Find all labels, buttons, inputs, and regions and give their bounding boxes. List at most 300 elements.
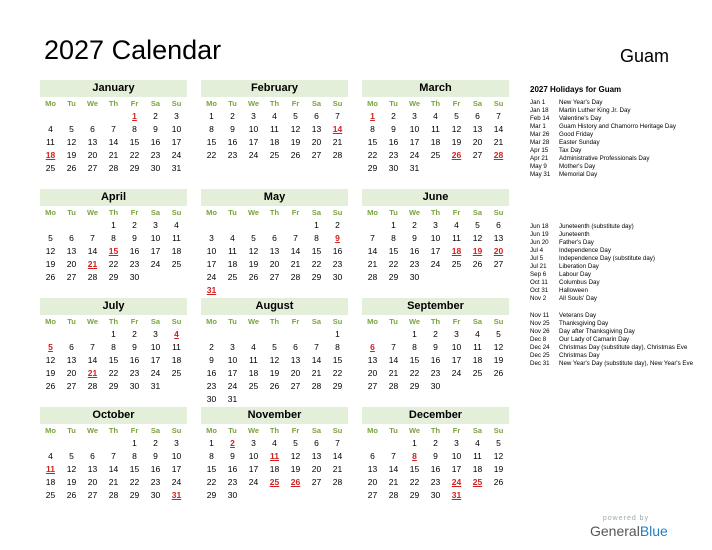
- day-cell: 4: [433, 111, 438, 121]
- day-cell: 3: [454, 329, 459, 339]
- day-cell: 2: [230, 111, 235, 121]
- day-cell: 22: [129, 477, 140, 487]
- weekday-label: Su: [171, 99, 182, 108]
- empty-cell: [40, 328, 61, 341]
- weekday-label: Th: [108, 426, 119, 435]
- holiday-date: Oct 11: [530, 279, 548, 286]
- day-cell: 14: [87, 246, 98, 256]
- day-cell: 31: [150, 381, 161, 391]
- weekday-label: Mo: [45, 426, 56, 435]
- empty-cell: [82, 110, 103, 123]
- holiday-day: 21: [87, 259, 98, 269]
- weekday-label: Fr: [291, 317, 300, 326]
- day-cell: 28: [87, 272, 98, 282]
- day-cell: 14: [87, 355, 98, 365]
- day-cell: 25: [45, 490, 56, 500]
- holiday-day: 11: [46, 464, 55, 474]
- day-cell: 23: [129, 259, 140, 269]
- day-cell: 17: [451, 355, 462, 365]
- day-cell: 17: [248, 137, 259, 147]
- day-cell: 11: [431, 124, 440, 134]
- day-cell: 28: [332, 150, 343, 160]
- weekday-label: We: [86, 99, 99, 108]
- empty-cell: [201, 328, 222, 341]
- day-cell: 7: [335, 438, 340, 448]
- weekday-label: Su: [493, 426, 504, 435]
- day-cell: 4: [475, 329, 480, 339]
- month-name: March: [362, 80, 509, 97]
- weekday-label: Mo: [206, 317, 217, 326]
- day-cell: 11: [270, 124, 279, 134]
- day-cell: 24: [150, 368, 161, 378]
- day-cell: 7: [111, 124, 116, 134]
- holiday-name: Liberation Day: [559, 263, 599, 270]
- day-cell: 6: [90, 451, 95, 461]
- day-cell: 19: [493, 464, 504, 474]
- holiday-item: [530, 255, 706, 263]
- day-cell: 8: [209, 124, 214, 134]
- day-cell: 20: [87, 477, 98, 487]
- day-cell: 4: [48, 124, 53, 134]
- day-cell: 9: [412, 233, 417, 243]
- day-cell: 13: [472, 124, 483, 134]
- holiday-name: Veterans Day: [559, 312, 597, 319]
- holiday-date: Dec 25: [530, 352, 550, 359]
- day-cell: 12: [290, 451, 301, 461]
- day-cell: 12: [493, 342, 504, 352]
- day-cell: 31: [171, 163, 182, 173]
- holiday-item: [530, 155, 706, 163]
- day-cell: 1: [209, 111, 214, 121]
- day-cell: 14: [108, 464, 119, 474]
- weekday-label: Tu: [389, 99, 398, 108]
- day-cell: 8: [412, 342, 417, 352]
- day-cell: 24: [248, 150, 259, 160]
- holiday-day: 31: [206, 285, 217, 295]
- day-cell: 4: [475, 438, 480, 448]
- empty-cell: [61, 328, 82, 341]
- holiday-list-title: 2027 Holidays for Guam: [530, 85, 622, 94]
- day-cell: 10: [409, 124, 420, 134]
- day-cell: 16: [227, 464, 238, 474]
- empty-cell: [306, 328, 327, 341]
- day-cell: 20: [87, 150, 98, 160]
- weekday-label: Su: [493, 317, 504, 326]
- holiday-day: 5: [48, 342, 53, 352]
- holiday-date: Jan 1: [530, 99, 546, 106]
- empty-cell: [264, 219, 285, 232]
- day-cell: 15: [409, 355, 420, 365]
- holiday-day: 8: [412, 451, 417, 461]
- day-cell: 7: [391, 342, 396, 352]
- weekday-label: Tu: [389, 317, 398, 326]
- day-cell: 11: [228, 246, 237, 256]
- day-cell: 25: [269, 150, 280, 160]
- holiday-item: [530, 99, 706, 107]
- day-cell: 22: [367, 150, 378, 160]
- holiday-date: Mar 28: [530, 139, 550, 146]
- day-cell: 6: [69, 342, 74, 352]
- empty-cell: [264, 328, 285, 341]
- day-cell: 20: [66, 259, 77, 269]
- holiday-name: Mother's Day: [559, 163, 596, 170]
- day-cell: 18: [472, 355, 483, 365]
- holiday-item: [530, 328, 706, 336]
- holiday-item: [530, 279, 706, 287]
- month-name: August: [201, 298, 348, 315]
- day-cell: 22: [409, 477, 420, 487]
- holiday-name: Thanksgiving Day: [559, 320, 609, 327]
- day-cell: 25: [451, 259, 462, 269]
- day-cell: 2: [153, 111, 158, 121]
- day-cell: 12: [45, 246, 56, 256]
- holiday-name: Juneteenth: [559, 231, 590, 238]
- page-title: 2027 Calendar: [44, 35, 222, 65]
- day-cell: 22: [206, 477, 217, 487]
- holiday-item: [530, 139, 706, 147]
- day-cell: 22: [388, 259, 399, 269]
- day-cell: 14: [388, 355, 399, 365]
- day-cell: 29: [129, 490, 140, 500]
- day-cell: 15: [332, 355, 343, 365]
- weekday-label: Mo: [45, 208, 56, 217]
- day-cell: 26: [45, 381, 56, 391]
- holiday-date: Jul 5: [530, 255, 544, 262]
- day-cell: 6: [496, 220, 501, 230]
- day-cell: 21: [108, 150, 119, 160]
- day-cell: 25: [472, 368, 483, 378]
- day-cell: 3: [230, 342, 235, 352]
- holiday-item: [530, 231, 706, 239]
- day-cell: 28: [290, 272, 301, 282]
- holiday-name: Tax Day: [559, 147, 582, 154]
- weekday-label: Th: [430, 426, 441, 435]
- day-cell: 10: [206, 246, 217, 256]
- day-cell: 15: [108, 355, 119, 365]
- month-september: [362, 298, 509, 393]
- holiday-group: [530, 312, 706, 368]
- day-cell: 7: [314, 342, 319, 352]
- day-cell: 30: [129, 272, 140, 282]
- day-cell: 3: [174, 438, 179, 448]
- day-cell: 21: [493, 137, 504, 147]
- day-cell: 23: [150, 477, 161, 487]
- day-cell: 31: [409, 163, 420, 173]
- day-cell: 27: [472, 150, 483, 160]
- day-cell: 13: [87, 464, 98, 474]
- holiday-date: Feb 14: [530, 115, 550, 122]
- day-cell: 8: [209, 451, 214, 461]
- holiday-date: Nov 2: [530, 295, 547, 302]
- empty-cell: [362, 219, 383, 232]
- day-cell: 23: [409, 259, 420, 269]
- holiday-item: [530, 163, 706, 171]
- day-cell: 12: [269, 355, 280, 365]
- day-cell: 5: [69, 124, 74, 134]
- day-cell: 13: [269, 246, 280, 256]
- empty-cell: [362, 328, 383, 341]
- day-cell: 22: [409, 368, 420, 378]
- day-cell: 12: [493, 451, 504, 461]
- weekday-label: We: [408, 208, 421, 217]
- day-cell: 3: [153, 220, 158, 230]
- holiday-day: 6: [370, 342, 375, 352]
- empty-cell: [243, 328, 264, 341]
- day-cell: 2: [412, 220, 417, 230]
- holiday-name: Halloween: [559, 287, 588, 294]
- weekday-label: Sa: [150, 426, 161, 435]
- weekday-label: Sa: [472, 426, 483, 435]
- day-cell: 25: [45, 163, 56, 173]
- day-cell: 3: [251, 438, 256, 448]
- day-cell: 9: [153, 451, 158, 461]
- weekday-label: We: [408, 99, 421, 108]
- day-cell: 14: [290, 246, 301, 256]
- holiday-date: Dec 8: [530, 336, 547, 343]
- month-name: February: [201, 80, 348, 97]
- day-cell: 19: [45, 368, 56, 378]
- day-cell: 28: [388, 381, 399, 391]
- empty-cell: [103, 437, 124, 450]
- month-may: [201, 189, 348, 297]
- day-cell: 29: [332, 381, 343, 391]
- weekday-label: Fr: [130, 317, 139, 326]
- holiday-date: Apr 21: [530, 155, 549, 162]
- day-cell: 2: [433, 329, 438, 339]
- day-cell: 17: [150, 246, 161, 256]
- holiday-date: May 9: [530, 163, 547, 170]
- weekday-label: Th: [108, 208, 119, 217]
- day-cell: 24: [248, 477, 259, 487]
- holiday-item: [530, 352, 706, 360]
- holiday-name: Christmas Day (substitute day), Christmas Eve: [559, 344, 688, 351]
- day-cell: 28: [388, 490, 399, 500]
- day-cell: 7: [111, 451, 116, 461]
- holiday-day: 18: [451, 246, 462, 256]
- day-cell: 23: [227, 150, 238, 160]
- day-cell: 25: [171, 259, 182, 269]
- day-cell: 5: [48, 233, 53, 243]
- day-cell: 9: [230, 451, 235, 461]
- day-cell: 11: [172, 233, 181, 243]
- day-cell: 3: [433, 220, 438, 230]
- day-cell: 7: [90, 342, 95, 352]
- day-cell: 25: [248, 381, 259, 391]
- day-cell: 15: [311, 246, 322, 256]
- day-cell: 19: [290, 137, 301, 147]
- month-name: December: [362, 407, 509, 424]
- day-cell: 21: [332, 464, 343, 474]
- day-cell: 27: [367, 490, 378, 500]
- day-cell: 20: [311, 137, 322, 147]
- day-cell: 7: [496, 111, 501, 121]
- day-cell: 17: [451, 464, 462, 474]
- holiday-name: Martin Luther King Jr. Day: [559, 107, 631, 114]
- weekday-label: We: [86, 426, 99, 435]
- day-cell: 10: [171, 451, 182, 461]
- day-cell: 28: [367, 272, 378, 282]
- day-cell: 4: [230, 233, 235, 243]
- day-cell: 17: [409, 137, 420, 147]
- day-cell: 21: [388, 477, 399, 487]
- day-cell: 10: [430, 233, 441, 243]
- day-cell: 26: [66, 490, 77, 500]
- holiday-name: All Souls' Day: [559, 295, 597, 302]
- day-cell: 4: [454, 220, 459, 230]
- holiday-name: Labour Day: [559, 271, 591, 278]
- day-cell: 30: [206, 394, 217, 404]
- weekday-label: Sa: [311, 208, 322, 217]
- day-cell: 1: [412, 438, 417, 448]
- holiday-item: [530, 147, 706, 155]
- day-cell: 23: [388, 150, 399, 160]
- day-cell: 29: [108, 381, 119, 391]
- day-cell: 29: [409, 381, 420, 391]
- day-cell: 26: [290, 150, 301, 160]
- day-cell: 15: [129, 464, 140, 474]
- day-cell: 8: [111, 342, 116, 352]
- day-cell: 16: [409, 246, 420, 256]
- day-cell: 26: [493, 477, 504, 487]
- empty-cell: [201, 219, 222, 232]
- holiday-day: 2: [230, 438, 235, 448]
- day-cell: 21: [108, 477, 119, 487]
- day-cell: 3: [153, 329, 158, 339]
- day-cell: 14: [311, 355, 322, 365]
- day-cell: 1: [412, 329, 417, 339]
- weekday-label: Fr: [291, 426, 300, 435]
- weekday-label: Tu: [67, 426, 76, 435]
- month-january: [40, 80, 187, 175]
- day-cell: 24: [227, 381, 238, 391]
- day-cell: 12: [290, 124, 301, 134]
- weekday-label: We: [86, 208, 99, 217]
- holiday-day: 28: [493, 150, 504, 160]
- weekday-label: Sa: [472, 317, 483, 326]
- day-cell: 18: [227, 259, 238, 269]
- day-cell: 8: [314, 233, 319, 243]
- day-cell: 19: [451, 137, 462, 147]
- holiday-date: Nov 11: [530, 312, 550, 319]
- day-cell: 9: [132, 233, 137, 243]
- day-cell: 16: [430, 355, 441, 365]
- month-name: November: [201, 407, 348, 424]
- holiday-item: [530, 223, 706, 231]
- holiday-item: [530, 131, 706, 139]
- day-cell: 9: [132, 342, 137, 352]
- day-cell: 10: [451, 451, 462, 461]
- day-cell: 16: [227, 137, 238, 147]
- holiday-date: Jan 18: [530, 107, 549, 114]
- day-cell: 12: [472, 233, 483, 243]
- weekday-label: Su: [493, 208, 504, 217]
- holiday-name: Good Friday: [559, 131, 594, 138]
- day-cell: 11: [452, 233, 461, 243]
- weekday-label: Mo: [45, 99, 56, 108]
- holiday-date: Jun 19: [530, 231, 549, 238]
- weekday-label: Tu: [228, 99, 237, 108]
- day-cell: 6: [370, 451, 375, 461]
- day-cell: 30: [332, 272, 343, 282]
- day-cell: 29: [108, 272, 119, 282]
- country-label: Guam: [620, 46, 670, 66]
- day-cell: 9: [209, 355, 214, 365]
- day-cell: 6: [69, 233, 74, 243]
- day-cell: 30: [227, 490, 238, 500]
- day-cell: 14: [367, 246, 378, 256]
- holiday-date: Dec 31: [530, 360, 550, 367]
- day-cell: 16: [150, 137, 161, 147]
- month-march: [362, 80, 509, 175]
- day-cell: 13: [66, 246, 77, 256]
- weekday-label: Th: [430, 208, 441, 217]
- day-cell: 18: [430, 137, 441, 147]
- day-cell: 5: [272, 342, 277, 352]
- weekday-label: We: [86, 317, 99, 326]
- weekday-label: Mo: [206, 208, 217, 217]
- weekday-label: Sa: [150, 208, 161, 217]
- day-cell: 20: [269, 259, 280, 269]
- day-cell: 24: [451, 368, 462, 378]
- day-cell: 20: [290, 368, 301, 378]
- day-cell: 22: [108, 259, 119, 269]
- holiday-item: [530, 287, 706, 295]
- day-cell: 26: [66, 163, 77, 173]
- weekday-label: Su: [171, 317, 182, 326]
- day-cell: 30: [430, 381, 441, 391]
- day-cell: 1: [111, 329, 116, 339]
- holiday-day: 26: [290, 477, 301, 487]
- weekday-label: Su: [332, 317, 343, 326]
- day-cell: 16: [129, 355, 140, 365]
- day-cell: 25: [227, 272, 238, 282]
- day-cell: 22: [311, 259, 322, 269]
- day-cell: 28: [108, 490, 119, 500]
- weekday-label: Fr: [452, 208, 461, 217]
- weekday-label: Tu: [228, 317, 237, 326]
- day-cell: 27: [311, 477, 322, 487]
- holiday-name: Father's Day: [559, 239, 594, 246]
- holiday-day: 15: [108, 246, 119, 256]
- holiday-date: Jul 4: [530, 247, 544, 254]
- day-cell: 10: [248, 124, 259, 134]
- day-cell: 16: [332, 246, 343, 256]
- day-cell: 24: [409, 150, 420, 160]
- day-cell: 29: [206, 490, 217, 500]
- weekday-label: Th: [269, 99, 280, 108]
- empty-cell: [383, 328, 404, 341]
- day-cell: 6: [314, 438, 319, 448]
- weekday-label: Fr: [130, 426, 139, 435]
- day-cell: 4: [174, 220, 179, 230]
- holiday-name: Memorial Day: [559, 171, 598, 178]
- day-cell: 5: [293, 438, 298, 448]
- day-cell: 11: [172, 342, 181, 352]
- weekday-label: Th: [108, 99, 119, 108]
- empty-cell: [383, 437, 404, 450]
- day-cell: 25: [430, 150, 441, 160]
- day-cell: 30: [150, 163, 161, 173]
- day-cell: 25: [171, 368, 182, 378]
- day-cell: 13: [87, 137, 98, 147]
- day-cell: 13: [290, 355, 301, 365]
- day-cell: 18: [45, 477, 56, 487]
- weekday-label: Fr: [452, 426, 461, 435]
- holiday-name: Our Lady of Camarin Day: [559, 336, 630, 343]
- day-cell: 28: [311, 381, 322, 391]
- day-cell: 2: [209, 342, 214, 352]
- day-cell: 12: [248, 246, 259, 256]
